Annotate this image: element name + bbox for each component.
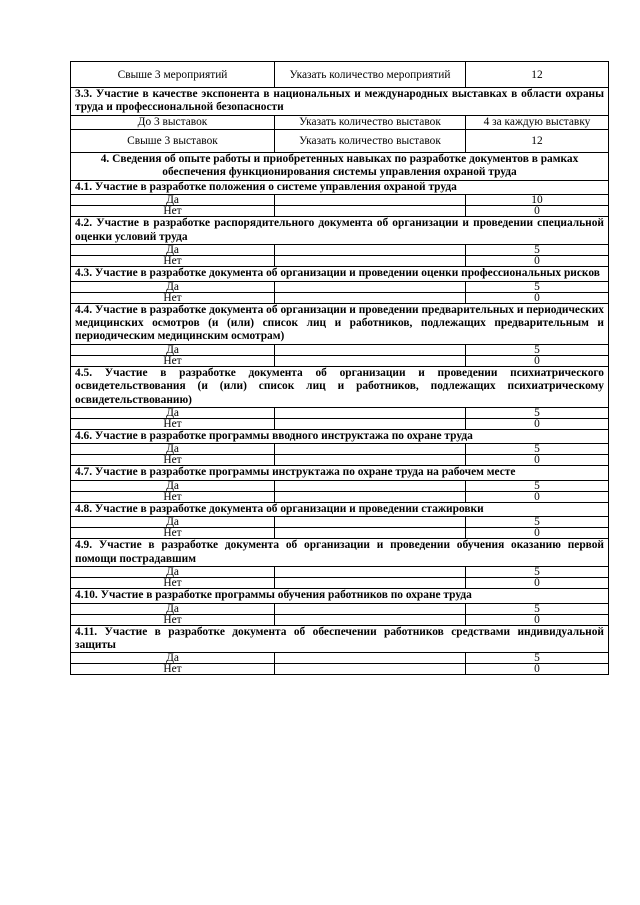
item-heading-row: [71, 502, 609, 516]
section-title-row: [71, 152, 609, 180]
answer-row-no: [71, 664, 609, 675]
answer-label: Нет: [71, 578, 275, 589]
section-title: 4. Сведения об опыте работы и приобретенных навыках по разработке документов в рамках обеспечения функционирования системы управления охраной труда: [71, 152, 609, 180]
empty-cell: [275, 292, 466, 303]
score-cell: 0: [466, 578, 609, 589]
answer-label: Нет: [71, 419, 275, 430]
score-cell: 5: [466, 567, 609, 578]
answer-label: Нет: [71, 491, 275, 502]
criterion-cell: Указать количество выставок: [275, 129, 466, 152]
answer-row-yes: [71, 603, 609, 614]
answer-row-no: [71, 578, 609, 589]
score-cell: 0: [466, 355, 609, 366]
table-row: [71, 115, 609, 129]
table-row: [71, 62, 609, 88]
answer-row-yes: [71, 408, 609, 419]
answer-row-yes: [71, 195, 609, 206]
answer-row-no: [71, 256, 609, 267]
score-cell: 0: [466, 664, 609, 675]
empty-cell: [275, 281, 466, 292]
item-heading-row: [71, 181, 609, 195]
section-heading: 3.3. Участие в качестве экспонента в национальных и международных выставках в области охраны труда и профессиональной безопасности: [71, 88, 609, 116]
answer-label: Нет: [71, 614, 275, 625]
score-cell: 5: [466, 653, 609, 664]
answer-row-yes: [71, 480, 609, 491]
item-heading-row: [71, 539, 609, 567]
answer-row-yes: [71, 344, 609, 355]
answer-row-no: [71, 455, 609, 466]
answer-label: Нет: [71, 256, 275, 267]
option-cell: До 3 выставок: [71, 115, 275, 129]
empty-cell: [275, 344, 466, 355]
answer-row-no: [71, 292, 609, 303]
empty-cell: [275, 614, 466, 625]
item-heading: 4.10. Участие в разработке программы обучения работников по охране труда: [71, 589, 609, 603]
answer-label: Да: [71, 653, 275, 664]
answer-label: Нет: [71, 455, 275, 466]
empty-cell: [275, 653, 466, 664]
score-cell: 4 за каждую выставку: [466, 115, 609, 129]
answer-row-yes: [71, 653, 609, 664]
score-cell: 10: [466, 195, 609, 206]
item-heading-row: [71, 267, 609, 281]
answer-row-no: [71, 614, 609, 625]
item-heading-row: [71, 625, 609, 653]
answer-label: Да: [71, 603, 275, 614]
answer-row-no: [71, 528, 609, 539]
empty-cell: [275, 206, 466, 217]
answer-label: Нет: [71, 528, 275, 539]
score-cell: 0: [466, 455, 609, 466]
score-cell: 0: [466, 491, 609, 502]
empty-cell: [275, 480, 466, 491]
empty-cell: [275, 567, 466, 578]
answer-row-yes: [71, 567, 609, 578]
item-heading: 4.5. Участие в разработке документа об организации и проведении психиатрического освидетельствования (и (или) список лиц и работников, подлежащих психиатрическому освидетельствованию): [71, 366, 609, 407]
answer-row-yes: [71, 281, 609, 292]
score-cell: 0: [466, 292, 609, 303]
item-heading: 4.3. Участие в разработке документа об организации и проведении оценки профессиональных рисков: [71, 267, 609, 281]
option-cell: Свыше 3 мероприятий: [71, 62, 275, 88]
answer-row-no: [71, 419, 609, 430]
empty-cell: [275, 528, 466, 539]
score-cell: 5: [466, 480, 609, 491]
empty-cell: [275, 455, 466, 466]
empty-cell: [275, 444, 466, 455]
empty-cell: [275, 256, 466, 267]
item-heading: 4.11. Участие в разработке документа об обеспечении работников средствами индивидуальной защиты: [71, 625, 609, 653]
answer-label: Да: [71, 281, 275, 292]
criteria-table-body: [71, 62, 609, 675]
item-heading: 4.9. Участие в разработке документа об организации и проведении обучения оказанию первой помощи пострадавшим: [71, 539, 609, 567]
empty-cell: [275, 491, 466, 502]
item-heading-row: [71, 466, 609, 480]
score-cell: 0: [466, 206, 609, 217]
item-heading: 4.6. Участие в разработке программы вводного инструктажа по охране труда: [71, 430, 609, 444]
score-cell: 5: [466, 344, 609, 355]
answer-label: Да: [71, 444, 275, 455]
answer-label: Да: [71, 517, 275, 528]
score-cell: 0: [466, 614, 609, 625]
answer-label: Да: [71, 480, 275, 491]
item-heading-row: [71, 217, 609, 245]
empty-cell: [275, 419, 466, 430]
empty-cell: [275, 355, 466, 366]
answer-row-yes: [71, 245, 609, 256]
score-cell: 5: [466, 245, 609, 256]
empty-cell: [275, 408, 466, 419]
item-heading: 4.8. Участие в разработке документа об организации и проведении стажировки: [71, 502, 609, 516]
criteria-table: [70, 61, 609, 675]
empty-cell: [275, 664, 466, 675]
item-heading: 4.1. Участие в разработке положения о системе управления охраной труда: [71, 181, 609, 195]
answer-row-no: [71, 491, 609, 502]
answer-label: Нет: [71, 355, 275, 366]
item-heading-row: [71, 589, 609, 603]
score-cell: 5: [466, 603, 609, 614]
answer-label: Да: [71, 195, 275, 206]
answer-label: Нет: [71, 664, 275, 675]
item-heading: 4.4. Участие в разработке документа об организации и проведении предварительных и периодических медицинских осмотров (и (или) список лиц и работников, подлежащих предварительным и периодическим медицинским осмотрам): [71, 303, 609, 344]
item-heading: 4.2. Участие в разработке распорядительного документа об организации и проведении специальной оценки условий труда: [71, 217, 609, 245]
answer-label: Да: [71, 408, 275, 419]
option-cell: Свыше 3 выставок: [71, 129, 275, 152]
answer-label: Нет: [71, 206, 275, 217]
answer-row-yes: [71, 517, 609, 528]
answer-row-no: [71, 355, 609, 366]
empty-cell: [275, 603, 466, 614]
criterion-cell: Указать количество выставок: [275, 115, 466, 129]
answer-label: Да: [71, 567, 275, 578]
item-heading-row: [71, 430, 609, 444]
section-heading-row: [71, 88, 609, 116]
score-cell: 5: [466, 517, 609, 528]
item-heading-row: [71, 366, 609, 407]
empty-cell: [275, 245, 466, 256]
score-cell: 0: [466, 256, 609, 267]
table-row: [71, 129, 609, 152]
score-cell: 12: [466, 62, 609, 88]
answer-row-no: [71, 206, 609, 217]
empty-cell: [275, 517, 466, 528]
answer-row-yes: [71, 444, 609, 455]
empty-cell: [275, 578, 466, 589]
answer-label: Да: [71, 344, 275, 355]
item-heading-row: [71, 303, 609, 344]
score-cell: 5: [466, 281, 609, 292]
answer-label: Да: [71, 245, 275, 256]
score-cell: 0: [466, 528, 609, 539]
empty-cell: [275, 195, 466, 206]
item-heading: 4.7. Участие в разработке программы инструктажа по охране труда на рабочем месте: [71, 466, 609, 480]
score-cell: 12: [466, 129, 609, 152]
answer-label: Нет: [71, 292, 275, 303]
criterion-cell: Указать количество мероприятий: [275, 62, 466, 88]
score-cell: 5: [466, 408, 609, 419]
score-cell: 0: [466, 419, 609, 430]
score-cell: 5: [466, 444, 609, 455]
